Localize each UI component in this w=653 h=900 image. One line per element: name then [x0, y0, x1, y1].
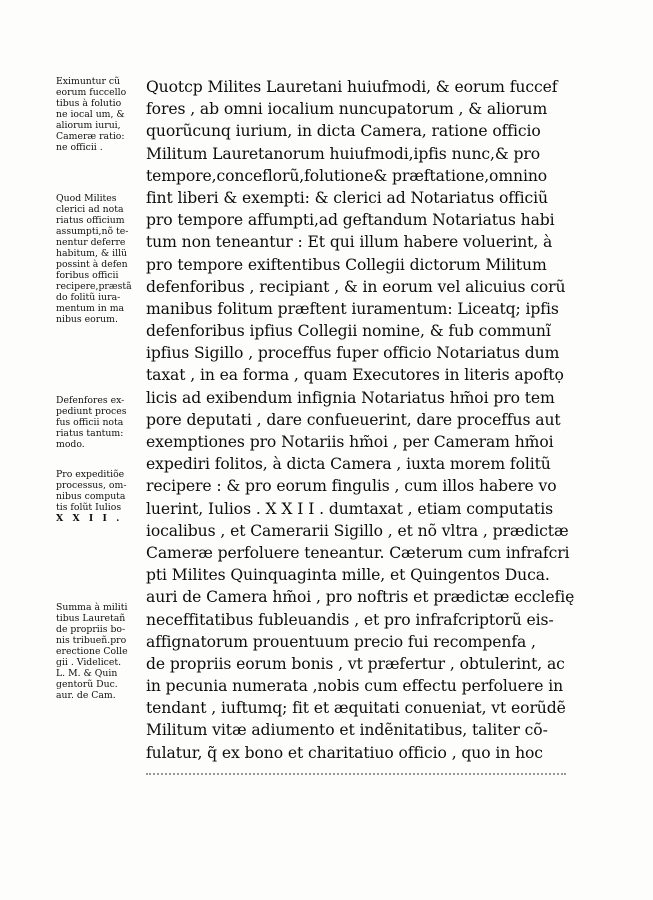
margin-line: Eximuntur cũ [56, 76, 121, 87]
text-line: fint liberi & exempti: & clerici ad Notariatus officiũ [146, 188, 548, 207]
text-line: recipere : & pro eorum fingulis , cum illos habere vo [146, 477, 557, 496]
margin-line: tibus Lauretañ [56, 613, 126, 624]
margin-line: tis folũt Iulios [56, 502, 122, 513]
margin-line: gentorũ Duc. [56, 679, 118, 690]
text-line: fulatur, q̃ ex bono et charitatiuo officio , quo in hoc [146, 743, 543, 762]
text-line: fores , ab omni iocalium nuncupatorum , & aliorum [146, 100, 548, 119]
text-line: pro tempore exiftentibus Collegii dictorum Militum [146, 255, 547, 274]
margin-line: fus officii nota [56, 417, 124, 428]
text-line: ipfius Sigillo , proceffus fuper officio Notariatus dum [146, 344, 560, 363]
margin-line: tibus à folutio [56, 98, 122, 109]
margin-line: Pro expeditiõe [56, 469, 125, 480]
text-line: defenforibus ipfius Collegii nomine, & fub communĩ [146, 322, 551, 341]
text-line: affignatorum prouentuum precio fui recompenfa , [146, 632, 536, 651]
text-line: tum non teneantur : Et qui illum habere voluerint, à [146, 233, 553, 252]
margin-line: aliorum iurui, [56, 120, 121, 131]
margin-line: possint à defen [56, 259, 128, 270]
margin-line: Summa à militi [56, 602, 128, 613]
text-line: expediri folitos, à dicta Camera , iuxta morem folitũ [146, 455, 551, 474]
text-line: pore deputati , dare confueuerint, dare proceffus aut [146, 410, 561, 429]
margin-line: riatus officium [56, 215, 125, 226]
margin-line: ne iocal um, & [56, 109, 125, 120]
text-line: manibus folitum præftent iuramentum: Liceatq; ipfis [146, 299, 559, 318]
margin-line: L. M. & Quin [56, 668, 118, 679]
margin-line: riatus tantum: [56, 428, 124, 439]
cut-off-text-trace [146, 773, 566, 778]
text-line: quorũcunq iurium, in dicta Camera, ratione officio [146, 122, 541, 141]
margin-line: Defenfores ex- [56, 395, 125, 406]
text-line: neceffitatibus fubleuandis , et pro infrafcriptorũ eis- [146, 610, 554, 629]
cut-off-line [146, 768, 616, 778]
text-line: licis ad exibendum infignia Notariatus hm̃oi pro tem [146, 388, 555, 407]
margin-line: foribus officii [56, 270, 119, 281]
text-line: Quotcp Milites Lauretani huiufmodi, & eorum fuccef [146, 78, 558, 96]
text-line: Militum vitæ adiumento et indẽnitatibus, taliter cõ- [146, 721, 548, 740]
margin-line: Cameræ ratio: [56, 131, 125, 142]
margin-line: habitum, & illü [56, 248, 128, 259]
margin-line: clerici ad nota [56, 204, 124, 215]
margin-note-2 [56, 193, 140, 325]
text-line: Cameræ perfoluere teneantur. Cæterum cum infrafcri [146, 543, 570, 562]
margin-line: modo. [56, 439, 85, 450]
text-line: defenforibus , recipiant , & in eorum vel alicuius corũ [146, 277, 566, 296]
text-line: iocalibus , et Camerarii Sigillo , et nõ vltra , prædictæ [146, 521, 569, 540]
margin-line: gii . Videlicet. [56, 657, 122, 668]
margin-line: erectione Colle [56, 646, 128, 657]
text-line: Militum Lauretanorum huiufmodi,ipfis nunc,& pro [146, 144, 541, 163]
margin-line: pediunt proces [56, 406, 127, 417]
margin-note-3 [56, 395, 140, 450]
margin-line: nis tribueñ.pro [56, 635, 127, 646]
margin-line: nibus computa [56, 491, 126, 502]
margin-note-5 [56, 602, 140, 701]
text-line: de propriis eorum bonis , vt præfertur , obtulerint, ac [146, 654, 565, 673]
text-line: luerint, Iulios . X X I I . dumtaxat , etiam computatis [146, 499, 554, 518]
margin-line: mentum in ma [56, 303, 125, 314]
margin-line: nibus eorum. [56, 314, 118, 325]
margin-note-4 [56, 469, 140, 524]
margin-line: do folitũ iura- [56, 292, 121, 303]
text-line: pro tempore affumpti,ad geftandum Notariatus habi [146, 211, 555, 230]
text-line: tendant , iuftumq; fit et æquitati conueniat, vt eorũdẽ [146, 699, 566, 718]
text-line: in pecunia numerata ,nobis cum effectu perfoluere in [146, 677, 564, 696]
main-text-block [146, 76, 616, 778]
margin-line: recipere,præstã [56, 281, 132, 292]
margin-line: ne officii . [56, 142, 103, 153]
margin-line: aur. de Cam. [56, 690, 116, 701]
margin-line: processus, om- [56, 480, 127, 491]
margin-line: nentur deferre [56, 237, 126, 248]
text-line: exemptiones pro Notariis hm̃oi , per Cameram hm̃oi [146, 433, 554, 451]
text-line: taxat , in ea forma , quam Executores in literis apoftọ [146, 366, 564, 385]
margin-line: assumpti,nõ te- [56, 226, 129, 237]
text-line: auri de Camera hm̃oi , pro noftris et prædictæ ecclefię [146, 588, 575, 607]
margin-line: de propriis bo- [56, 624, 126, 635]
margin-line: X X I I . [56, 513, 123, 524]
text-line: tempore,conceflorũ,folutione& præftatione,omnino [146, 166, 548, 185]
margin-note-1 [56, 76, 140, 153]
text-line: pti Milites Quinquaginta mille, et Quingentos Duca. [146, 566, 550, 585]
margin-line: eorum fuccello [56, 87, 127, 98]
margin-line: Quod Milites [56, 193, 117, 204]
